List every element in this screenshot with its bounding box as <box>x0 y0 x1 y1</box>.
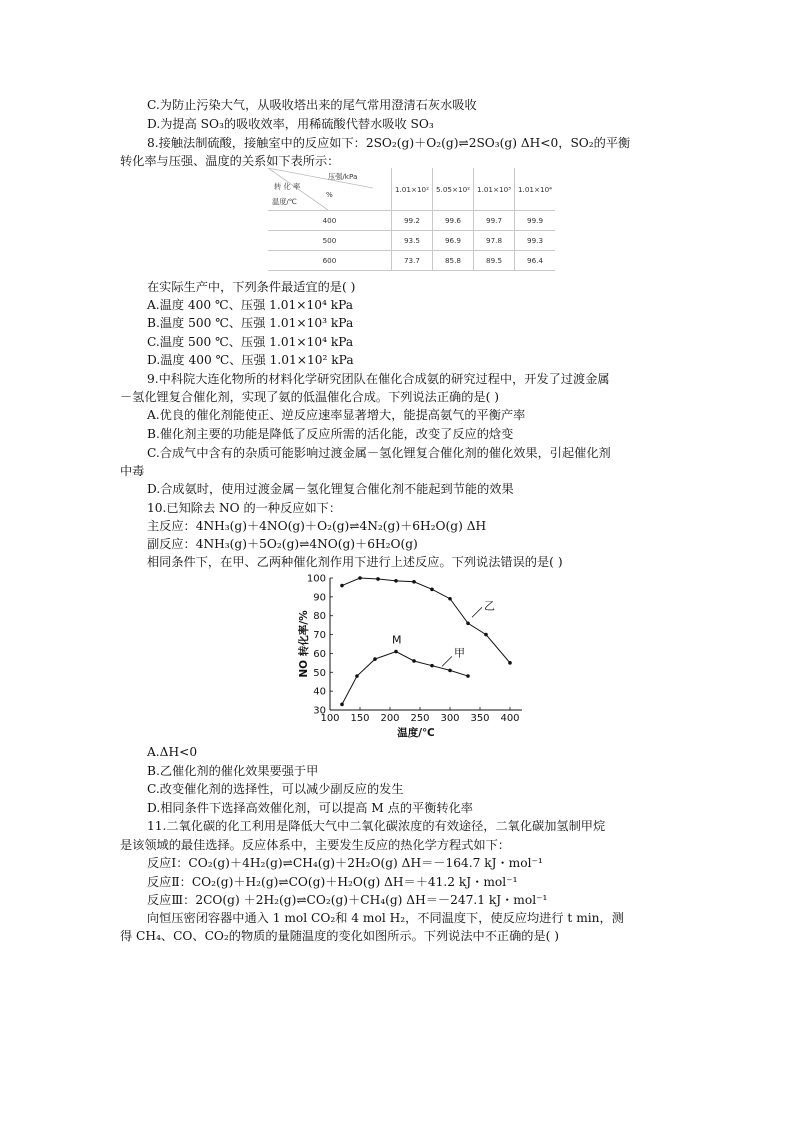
x-tick-label: 100 <box>320 713 340 724</box>
y-tick-label: 60 <box>313 648 326 660</box>
table-header-pressure: 5.05×10² <box>432 168 473 211</box>
series-point-1 <box>430 664 434 668</box>
x-axis-label: 温度/℃ <box>397 727 435 739</box>
y-tick-label: 70 <box>313 630 326 642</box>
x-tick-label: 200 <box>380 713 400 724</box>
series-line-0 <box>342 578 510 663</box>
table-cell: 85.8 <box>432 251 473 271</box>
table-row <box>268 231 555 251</box>
y-tick-label: 30 <box>313 705 326 717</box>
series-point-0 <box>376 577 380 581</box>
q9-option-c-line1: C.合成气中含有的杂质可能影响过渡金属－氢化锂复合催化剂的催化效果，引起催化剂 <box>147 446 611 460</box>
q11-stem-line2: 是该领域的最佳选择。反应体系中，主要发生反应的热化学方程式如下： <box>120 838 510 852</box>
conversion-table <box>268 168 555 271</box>
table-header-pressure: 1.01×10³ <box>474 168 515 211</box>
q9-option-c-line2: 中毒 <box>120 464 145 478</box>
series-point-1 <box>373 657 377 661</box>
label-leader-jia <box>442 656 452 666</box>
y-tick-label: 90 <box>313 592 326 604</box>
y-tick-label: 80 <box>313 611 326 623</box>
series-point-1 <box>340 703 344 707</box>
series-point-0 <box>508 661 512 665</box>
table-cell: 89.5 <box>474 251 515 271</box>
table-cell: 99.2 <box>391 211 432 231</box>
q10-option-c: C.改变催化剂的选择性，可以减少副反应的发生 <box>147 782 404 796</box>
no-conversion-chart <box>295 570 540 750</box>
q11-stem-line1: 11.二氧化碳的化工利用是降低大气中二氧化碳浓度的有效途径，二氧化碳加氢制甲烷 <box>147 819 606 833</box>
q9-stem-line1: 9.中科院大连化物所的材料化学研究团队在催化合成氨的研究过程中，开发了过渡金属 <box>147 372 610 386</box>
q9-option-d: D.合成氨时，使用过渡金属－氢化锂复合催化剂不能起到节能的效果 <box>147 482 514 496</box>
y-tick-label: 50 <box>313 667 326 679</box>
q8-stem-line2: 转化率与压强、温度的关系如下表所示： <box>120 154 340 168</box>
q10-stem-line1: 10.已知除去 NO 的一种反应如下： <box>147 501 342 515</box>
q10-side-reaction: 副反应：4NH₃(g)＋5O₂(g)⇌4NO(g)＋6H₂O(g) <box>147 537 418 551</box>
q7-option-c: C.为防止污染大气，从吸收塔出来的尾气常用澄清石灰水吸收 <box>147 98 477 112</box>
corner-temperature-label: 温度/℃ <box>272 197 297 206</box>
q8-option-b: B.温度 500 ℃、压强 1.01×10³ kPa <box>147 316 354 330</box>
q9-option-b: B.催化剂主要的功能是降低了反应所需的活化能，改变了反应的焓变 <box>147 427 514 441</box>
x-tick-label: 400 <box>500 713 520 724</box>
table-row-temp: 400 <box>268 211 391 231</box>
q10-option-b: B.乙催化剂的催化效果要强于甲 <box>147 764 319 778</box>
q8-option-a: A.温度 400 ℃、压强 1.01×10⁴ kPa <box>147 298 354 312</box>
q11-stem-line3: 向恒压密闭容器中通入 1 mol CO₂和 4 mol H₂，不同温度下，使反应均进行 t min，测 <box>147 911 624 925</box>
series-point-0 <box>484 633 488 637</box>
q11-stem-line4: 得 CH₄、CO、CO₂的物质的量随温度的变化如图所示。下列说法中不正确的是( ) <box>120 929 560 943</box>
series-point-0 <box>412 580 416 584</box>
series-point-0 <box>430 588 434 592</box>
series-point-1 <box>466 674 470 678</box>
point-annotation-m: M <box>392 633 402 647</box>
series-label-jia: 甲 <box>454 646 465 660</box>
series-label-yi: 乙 <box>484 599 495 613</box>
q11-reaction-3: 反应Ⅲ：2CO(g) ＋2H₂(g)⇌CO₂(g)＋CH₄(g) ΔH＝－247.1 kJ・mol⁻¹ <box>147 893 548 907</box>
series-point-1 <box>394 650 398 654</box>
table-cell: 96.4 <box>515 251 555 271</box>
q8-option-c: C.温度 500 ℃、压强 1.01×10⁴ kPa <box>147 335 354 349</box>
x-tick-label: 300 <box>440 713 460 724</box>
q9-stem-line2: －氢化锂复合催化剂，实现了氨的低温催化合成。下列说法正确的是( ) <box>120 390 500 404</box>
x-tick-label: 350 <box>470 713 490 724</box>
q8-option-d: D.温度 400 ℃、压强 1.01×10² kPa <box>147 353 354 367</box>
table-cell: 99.9 <box>515 211 555 231</box>
series-point-0 <box>466 621 470 625</box>
series-point-1 <box>355 674 359 678</box>
q8-stem-line1: 8.接触法制硫酸，接触室中的反应如下：2SO₂(g)＋O₂(g)⇌2SO₃(g) ΔH<0，SO₂的平衡 <box>147 136 631 150</box>
table-corner-cell <box>268 168 391 211</box>
table-cell: 96.9 <box>432 231 473 251</box>
table-row-temp: 600 <box>268 251 391 271</box>
corner-conversion-label: 转 化 率 <box>274 182 301 191</box>
q10-option-a: A.ΔH<0 <box>147 745 198 759</box>
series-point-0 <box>448 597 452 601</box>
series-point-0 <box>358 576 362 580</box>
series-point-1 <box>412 659 416 663</box>
table-row <box>268 211 555 231</box>
q10-option-d: D.相同条件下选择高效催化剂，可以提高 M 点的平衡转化率 <box>147 801 473 815</box>
q10-main-reaction: 主反应：4NH₃(g)＋4NO(g)＋O₂(g)⇌4N₂(g)＋6H₂O(g) ΔH <box>147 519 487 533</box>
q11-reaction-2: 反应Ⅱ：CO₂(g)＋H₂(g)⇌CO(g)＋H₂O(g) ΔH＝＋41.2 kJ・mol⁻¹ <box>147 875 518 889</box>
table-row-temp: 500 <box>268 231 391 251</box>
table-cell: 73.7 <box>391 251 432 271</box>
y-axis-label: NO 转化率/% <box>298 610 310 678</box>
table-cell: 99.3 <box>515 231 555 251</box>
table-cell: 93.5 <box>391 231 432 251</box>
x-tick-label: 150 <box>350 713 370 724</box>
q10-question: 相同条件下，在甲、乙两种催化剂作用下进行上述反应。下列说法错误的是( ) <box>147 555 563 569</box>
series-point-1 <box>448 669 452 673</box>
label-leader-yi <box>472 607 482 617</box>
q11-reaction-1: 反应Ⅰ：CO₂(g)＋4H₂(g)⇌CH₄(g)＋2H₂O(g) ΔH＝－164.7 kJ・mol⁻¹ <box>147 856 543 870</box>
q8-question: 在实际生产中，下列条件最适宜的是( ) <box>147 280 356 294</box>
y-tick-label: 40 <box>313 686 326 698</box>
series-point-0 <box>340 584 344 588</box>
table-header-pressure: 1.01×10⁴ <box>515 168 555 211</box>
table-row <box>268 251 555 271</box>
y-tick-label: 100 <box>306 573 326 585</box>
q9-option-a: A.优良的催化剂能使正、逆反应速率显著增大，能提高氨气的平衡产率 <box>147 408 526 422</box>
corner-pressure-label: 压强/kPa <box>328 172 358 181</box>
table-cell: 99.6 <box>432 211 473 231</box>
table-cell: 97.8 <box>474 231 515 251</box>
table-header-pressure: 1.01×10² <box>391 168 432 211</box>
x-tick-label: 250 <box>410 713 430 724</box>
series-point-0 <box>394 579 398 583</box>
q7-option-d: D.为提高 SO₃的吸收效率，用稀硫酸代替水吸收 SO₃ <box>147 117 434 131</box>
table-cell: 99.7 <box>474 211 515 231</box>
corner-percent-label: % <box>326 190 333 199</box>
